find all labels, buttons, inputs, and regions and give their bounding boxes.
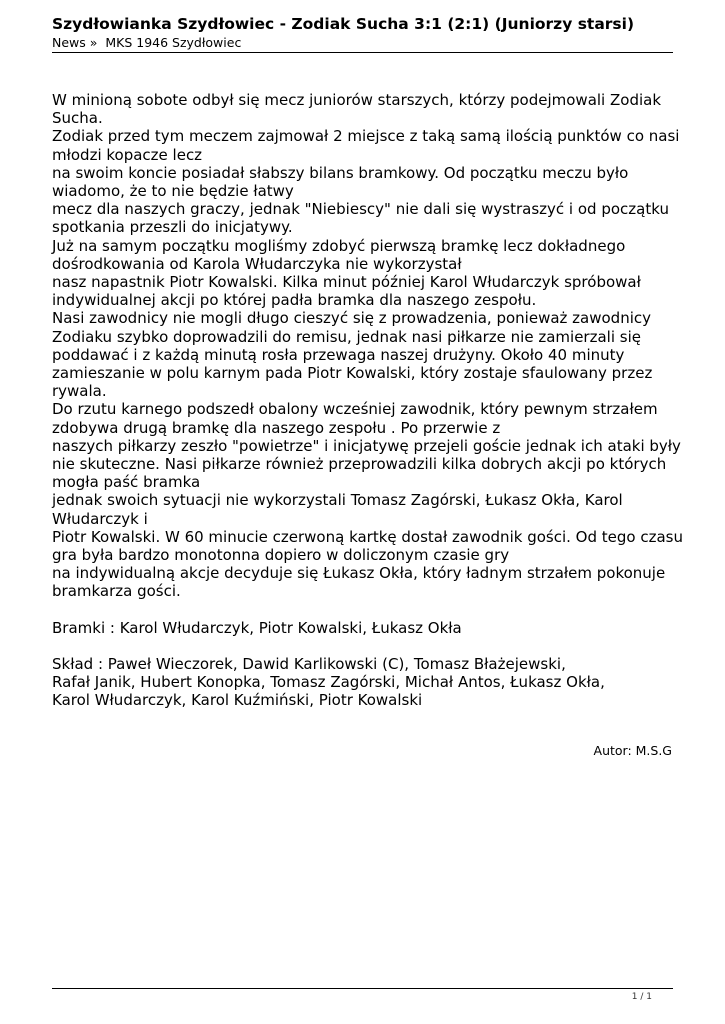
body-line: wiadomo, że to nie będzie łatwy: [52, 182, 294, 201]
body-line: W minioną sobote odbył się mecz juniorów starszych, którzy podejmowali Zodiak: [52, 91, 662, 109]
body-line: mecz dla naszych graczy, jednak "Niebiescy" nie dali się wystraszyć i od początku: [52, 200, 669, 219]
body-line: Nasi zawodnicy nie mogli długo cieszyć się z prowadzenia, ponieważ zawodnicy: [52, 309, 652, 328]
body-line: Zodiaku szybko doprowadzili do remisu, jednak nasi piłkarze nie zamierzali się: [52, 327, 641, 346]
body-line: jednak swoich sytuacji nie wykorzystali Tomasz Zagórski, Łukasz Okła, Karol: [52, 491, 623, 510]
body-line: Do rzutu karnego podszedł obalony wcześniej zawodnik, który pewnym strzałem: [52, 400, 658, 419]
body-line: dośrodkowania od Karola Włudarczyka nie wykorzystał: [52, 254, 462, 273]
body-line: nasz napastnik Piotr Kowalski. Kilka minut później Karol Włudarczyk spróbował: [52, 273, 641, 292]
body-line: mogła paść bramka: [52, 473, 201, 492]
body-line: Już na samym początku mogliśmy zdobyć pierwszą bramkę lecz dokładnego: [52, 236, 626, 255]
body-line: na indywidualną akcje decyduje się Łukasz Okła, który ładnym strzałem pokonuje: [52, 564, 666, 583]
article-author: Autor: M.S.G: [593, 743, 672, 758]
body-line: poddawać i z każdą minutą rosła przewaga naszej drużyny. Około 40 minuty: [52, 345, 625, 364]
breadcrumb: [52, 34, 673, 51]
body-line: nie skuteczne. Nasi piłkarze również przeprowadzili kilka dobrych akcji po których: [52, 455, 667, 474]
paragraph-gap: [52, 637, 680, 655]
page-number: 1 / 1: [631, 992, 652, 1002]
body-line: rywala.: [52, 382, 107, 401]
lineup-line: Karol Włudarczyk, Karol Kuźmiński, Piotr Kowalski: [52, 691, 423, 710]
body-line: zamieszanie w polu karnym pada Piotr Kowalski, który zostaje sfaulowany przez: [52, 364, 653, 383]
body-line: indywidualnej akcji po której padła bramka dla naszego zespołu.: [52, 291, 537, 310]
header-divider: [52, 52, 673, 53]
footer-divider: [52, 988, 673, 989]
body-line: młodzi kopacze lecz: [52, 145, 203, 164]
breadcrumb-news-link[interactable]: News: [52, 35, 86, 50]
document-header: [52, 14, 673, 51]
body-line: Piotr Kowalski. W 60 minucie czerwoną kartkę dostał zawodnik gości. Od tego czasu: [52, 527, 683, 546]
lineup-line: Skład : Paweł Wieczorek, Dawid Karlikowski (C), Tomasz Błażejewski,: [52, 654, 566, 673]
body-line: Zodiak przed tym meczem zajmował 2 miejsce z taką samą ilością punktów co nasi: [52, 127, 680, 146]
article-body: [52, 91, 683, 710]
body-line: zdobywa drugą bramkę dla naszego zespołu . Po przerwie z: [52, 418, 501, 437]
body-line: gra była bardzo monotonna dopiero w doliczonym czasie gry: [52, 546, 510, 565]
breadcrumb-section-link[interactable]: MKS 1946 Szydłowiec: [105, 35, 242, 50]
body-line: naszych piłkarzy zeszło "powietrze" i inicjatywę przejeli goście jednak ich ataki były: [52, 436, 681, 455]
body-line: bramkarza gości.: [52, 582, 181, 601]
goals-line: Bramki : Karol Włudarczyk, Piotr Kowalski, Łukasz Okła: [52, 618, 462, 637]
article-title: Szydłowianka Szydłowiec - Zodiak Sucha 3:1 (2:1) (Juniorzy starsi): [52, 15, 635, 33]
lineup-line: Rafał Janik, Hubert Konopka, Tomasz Zagórski, Michał Antos, Łukasz Okła,: [52, 673, 605, 692]
body-line: Włudarczyk i: [52, 509, 148, 528]
body-line: spotkania przeszli do inicjatywy.: [52, 218, 293, 237]
paragraph-gap: [52, 601, 680, 619]
body-line: Sucha.: [52, 109, 103, 128]
breadcrumb-separator: »: [85, 35, 106, 50]
body-line: na swoim koncie posiadał słabszy bilans bramkowy. Od początku meczu było: [52, 163, 629, 182]
